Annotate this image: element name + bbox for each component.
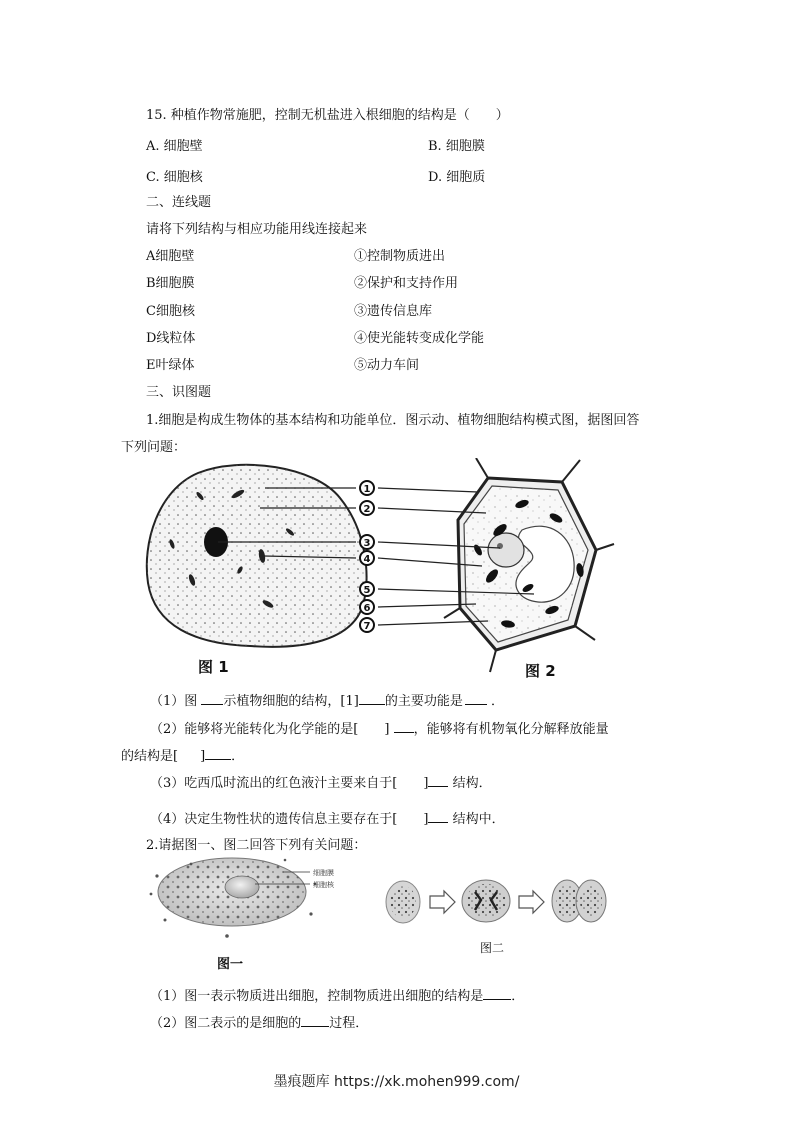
page-footer: 墨痕题库 https://xk.mohen999.com/: [273, 1074, 520, 1090]
match-left-c: C细胞核: [146, 304, 195, 319]
q1-2-part1: （2）能够将光能转化为化学能的是[: [150, 722, 359, 737]
cell-figure-1: [150, 858, 335, 938]
section3-title: 三、识图题: [146, 385, 212, 400]
answer-blank[interactable]: [483, 987, 511, 1000]
answer-blank[interactable]: [394, 720, 414, 733]
q1-2b: [121, 745, 244, 764]
q1-4: [150, 808, 505, 827]
svg-text:5: 5: [363, 585, 371, 596]
q2-2-part1: （2）图二表示的是细胞的: [150, 1016, 302, 1031]
q1-stem-line1: 1.细胞是构成生物体的基本结构和功能单位．图示动、植物细胞结构模式图，据图回答: [146, 413, 640, 428]
plant-nucleus: [488, 533, 524, 567]
q1-1-part2: 示植物细胞的结构，[1]: [223, 694, 359, 709]
section2-instruction: 请将下列结构与相应功能用线连接起来: [146, 222, 368, 237]
svg-text:3: 3: [363, 538, 371, 549]
q2-1: [150, 985, 524, 1004]
fig1-label: 图 1: [198, 658, 229, 676]
q1-4-part3: 结构中．: [452, 812, 505, 827]
svg-text:2: 2: [363, 504, 371, 515]
cell-nucleus: [225, 876, 259, 898]
label-cell-nucleus: 细胞核: [313, 881, 334, 889]
match-right-4: ④使光能转变成化学能: [354, 331, 485, 346]
q1-1-part1: （1）图: [150, 694, 198, 709]
q1-1: [150, 690, 504, 709]
q1-1-part4: ．: [491, 694, 505, 709]
q1-4-part1: （4）决定生物性状的遗传信息主要存在于[: [150, 812, 398, 827]
marker-4: [360, 551, 374, 565]
answer-blank[interactable]: [428, 774, 448, 787]
q1-3: [150, 772, 492, 791]
q1-2: [150, 718, 609, 737]
q15-option-a: A. 细胞壁: [146, 139, 203, 154]
fig-a-caption: 图一: [217, 957, 244, 972]
match-right-3: ③遗传信息库: [354, 304, 433, 319]
section2-title: 二、连线题: [146, 195, 212, 210]
q1-3-part1: （3）吃西瓜时流出的红色液汁主要来自于[: [150, 776, 398, 791]
arrow-icon: [430, 891, 455, 913]
q1-2-part2: ]: [384, 722, 390, 737]
answer-blank[interactable]: [428, 810, 448, 823]
q2-1-part2: ．: [511, 989, 525, 1004]
q2-2-part2: 过程．: [329, 1016, 369, 1031]
q15-stem: 15. 种植作物常施肥，控制无机盐进入根细胞的结构是（ ）: [146, 108, 509, 123]
division-stage-1: [386, 881, 420, 923]
q15-option-c: C. 细胞核: [146, 170, 203, 185]
cell-diagram: [140, 458, 620, 686]
label-cell-membrane: 细胞膜: [313, 869, 334, 877]
svg-text:4: 4: [363, 554, 371, 565]
match-right-2: ②保护和支持作用: [354, 276, 459, 291]
animal-cell: [147, 465, 367, 647]
marker-1: [360, 481, 374, 495]
q1-2b-part2: ]: [200, 749, 206, 764]
cell-division-diagram: [145, 854, 615, 976]
q2-stem: 2.请据图一、图二回答下列有关问题：: [146, 838, 367, 853]
answer-blank[interactable]: [359, 692, 385, 705]
q1-stem-line2: 下列问题：: [121, 440, 187, 455]
match-left-a: A细胞壁: [146, 249, 195, 264]
marker-5: [360, 582, 374, 596]
match-left-e: E叶绿体: [146, 358, 195, 373]
answer-blank[interactable]: [201, 692, 223, 705]
q1-1-part3: 的主要功能是: [384, 694, 463, 709]
q15-option-d: D. 细胞质: [428, 170, 486, 185]
match-right-5: ⑤动力车间: [354, 358, 420, 373]
arrow-icon: [519, 891, 544, 913]
q1-3-part3: 结构．: [452, 776, 492, 791]
answer-blank[interactable]: [465, 692, 487, 705]
match-left-b: B细胞膜: [146, 276, 195, 291]
q1-2-part3: ，能够将有机物氧化分解释放能量: [413, 722, 609, 737]
q2-1-part1: （1）图一表示物质进出细胞，控制物质进出细胞的结构是: [150, 989, 484, 1004]
svg-text:7: 7: [363, 621, 371, 632]
svg-text:1: 1: [363, 484, 371, 495]
q1-2b-part3: ．: [231, 749, 245, 764]
q2-2: [150, 1012, 368, 1031]
marker-6: [360, 600, 374, 614]
q1-2b-part1: 的结构是[: [121, 749, 179, 764]
answer-blank[interactable]: [205, 747, 231, 760]
marker-2: [360, 501, 374, 515]
division-stage-2: [462, 880, 510, 922]
match-right-1: ①控制物质进出: [354, 249, 446, 264]
marker-3: [360, 535, 374, 549]
match-left-d: D线粒体: [146, 331, 196, 346]
svg-text:6: 6: [363, 603, 371, 614]
fig-b-caption: 图二: [480, 941, 505, 955]
division-stage-3: [552, 880, 606, 922]
fig2-label: 图 2: [525, 662, 556, 680]
marker-7: [360, 618, 374, 632]
answer-blank[interactable]: [301, 1014, 329, 1027]
q15-option-b: B. 细胞膜: [428, 139, 485, 154]
q1-3-part2: ]: [423, 776, 429, 791]
q1-4-part2: ]: [423, 812, 429, 827]
